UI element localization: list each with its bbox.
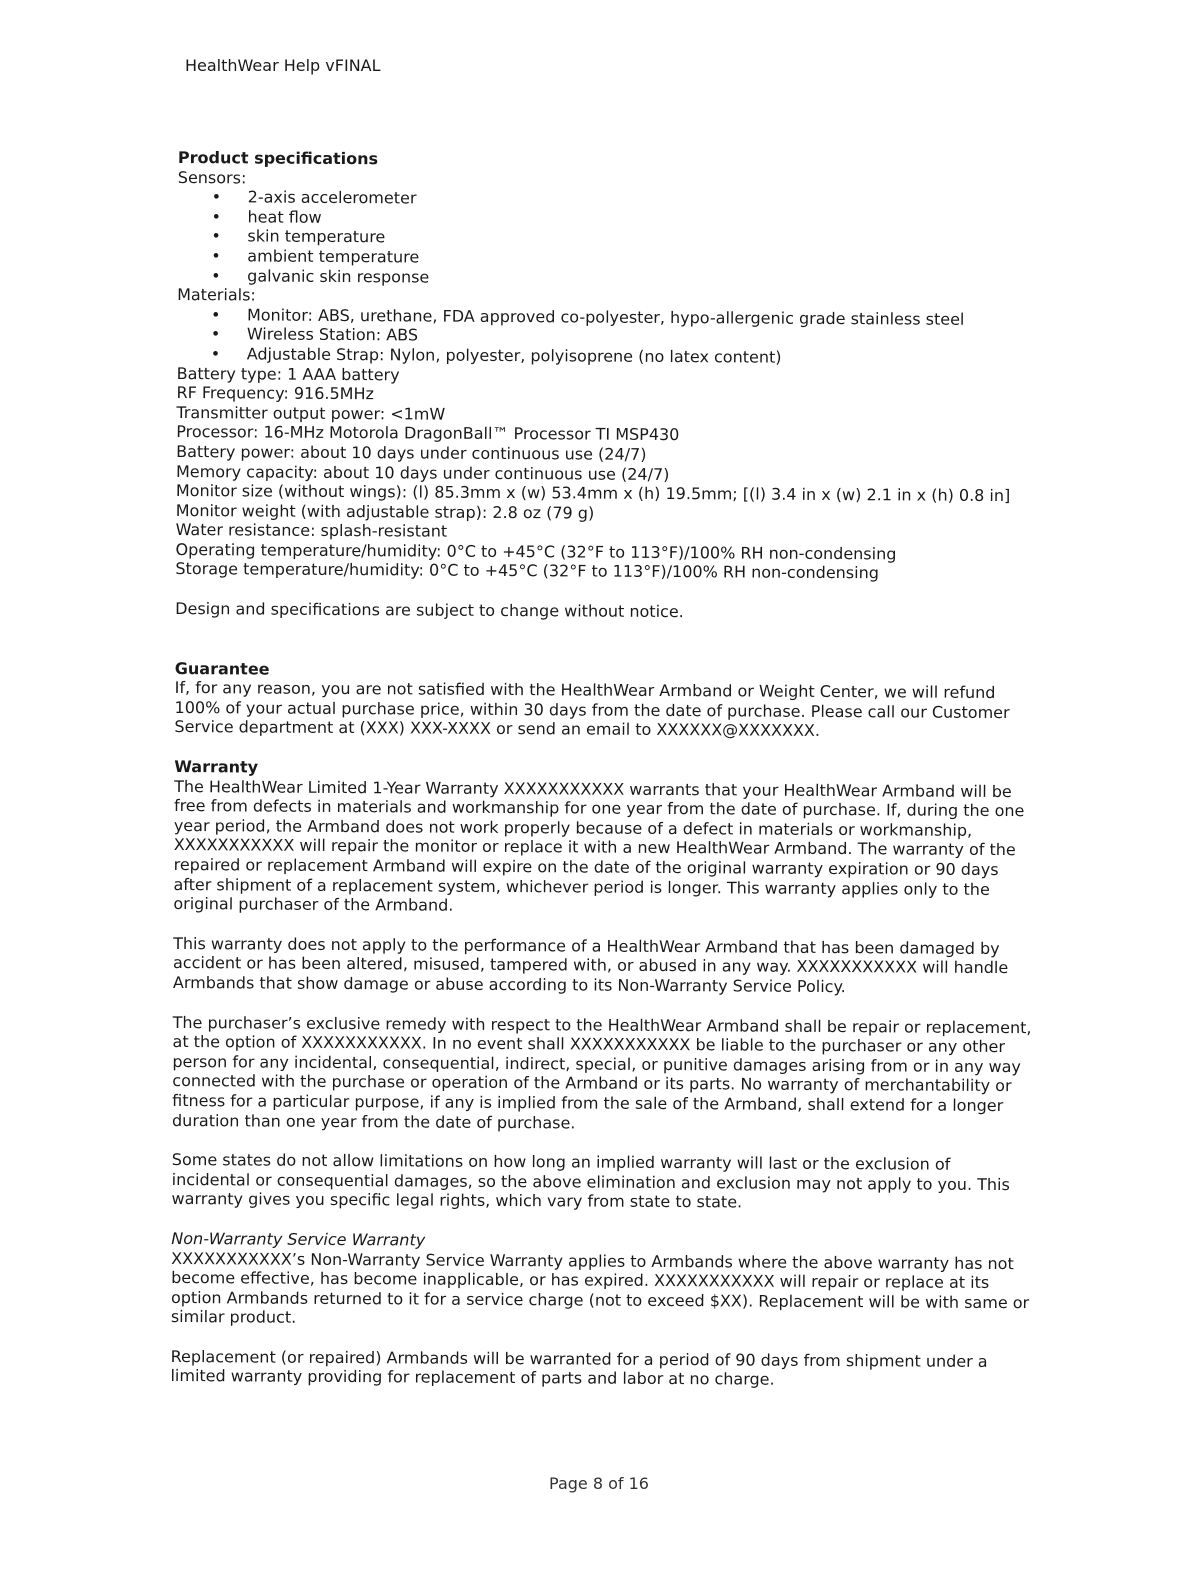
list-item: • ambient temperature	[211, 246, 1037, 271]
list-item: • heat flow	[212, 207, 1038, 232]
spec-monitor-weight: Monitor weight (with adjustable strap): 2.8 oz (79 g)	[175, 500, 595, 523]
spec-battery-power: Battery power: about 10 days under continuous use (24/7)	[176, 441, 647, 464]
list-item: • Wireless Station: ABS	[211, 325, 1037, 350]
spec-operating-temp: Operating temperature/humidity: 0°C to +45°C (32°F to 113°F)/100% RH non-condensing	[175, 539, 897, 564]
spec-transmitter-power: Transmitter output power: <1mW	[176, 402, 446, 424]
list-item: • Monitor: ABS, urethane, FDA approved co-polyester, hypo-allergenic grade stainless steel	[211, 305, 1037, 330]
materials-list	[177, 305, 1037, 369]
list-item: • skin temperature	[211, 227, 1037, 252]
list-item: • 2-axis accelerometer	[212, 187, 1038, 212]
spec-water-resistance: Water resistance: splash-resistant	[175, 520, 448, 541]
materials-label: Materials:	[177, 285, 256, 305]
spec-storage-temp: Storage temperature/humidity: 0°C to +45°C (32°F to 113°F)/100% RH non-condensing	[175, 559, 879, 583]
document-header: HealthWear Help vFINAL	[185, 56, 381, 75]
guarantee-heading: Guarantee	[174, 658, 270, 679]
specs-heading: Product specifications	[177, 148, 379, 169]
non-warranty-paragraph: Replacement (or repaired) Armbands will be warranted for a period of 90 days from shipment under a limited warranty providing for replacement of parts and labor at no charge.	[170, 1346, 988, 1390]
sensors-label: Sensors:	[177, 167, 247, 188]
guarantee-text: If, for any reason, you are not satisfied with the HealthWear Armband or Weight Center, we will refund 100% of your actual purchase price, within 30 days from the date of purchase. Please call our Customer Service department at (XXX) XXX-XXXX or send an email to XXXXXX@XXXXXXX.	[174, 678, 1010, 741]
warranty-paragraph: The purchaser’s exclusive remedy with respect to the HealthWear Armband shall be repair or replacement, at the option of XXXXXXXXXXX. In no event shall XXXXXXXXXXX be liable to the purchaser or any other person for any incidental, consequential, indirect, special, or punitive damages arising from or in any way connected with the purchase or operation of the Armband or its parts. No warranty of merchantability or fitness for a particular purpose, if any is implied from the sale of the Armband, shall extend for a longer duration than one year from the date of purchase.	[172, 1012, 1032, 1132]
spec-notice: Design and specifications are subject to change without notice.	[175, 599, 684, 622]
non-warranty-heading: Non-Warranty Service Warranty	[171, 1228, 426, 1250]
warranty-paragraph: This warranty does not apply to the performance of a HealthWear Armband that has been damaged by accident or has been altered, misused, tampered with, or abused in any way. XXXXXXXXXXX will handle Armbands that show damage or abuse according to its Non-Warranty Service Policy.	[172, 933, 1009, 997]
page-number: Page 8 of 16	[549, 1474, 649, 1493]
spec-rf-frequency: RF Frequency: 916.5MHz	[176, 383, 374, 404]
list-item: • galvanic skin response	[211, 266, 1037, 291]
warranty-heading: Warranty	[174, 757, 259, 777]
spec-memory-capacity: Memory capacity: about 10 days under continuous use (24/7)	[175, 461, 670, 484]
sensors-list	[177, 187, 1038, 290]
document-body	[170, 148, 1038, 1391]
spec-battery-type: Battery type: 1 AAA battery	[176, 363, 400, 384]
list-item: • Adjustable Strap: Nylon, polyester, polyisoprene (no latex content)	[211, 344, 1037, 369]
warranty-paragraph: The HealthWear Limited 1-Year Warranty XXXXXXXXXXX warrants that your HealthWear Armband will be free from defects in materials and workmanship for one year from the date of purchase. If, during the one year period, the Armband does not work properly because of a defect in materials or workmanship, XXXXXXXXXXX will repair the monitor or replace it with a new HealthWear Armband. The warranty of the repaired or replacement Armband will expire on the date of the original warranty expiration or 90 days after shipment of a replacement system, whichever period is longer. This warranty applies only to the original purchaser of the Armband.	[173, 776, 1025, 915]
non-warranty-paragraph: XXXXXXXXXXX’s Non-Warranty Service Warranty applies to Armbands where the above warranty has not become effective, has become inapplicable, or has expired. XXXXXXXXXXX will repair or replace at its option Armbands returned to it for a service charge (not to exceed $XX). Replacement will be with same or similar product.	[170, 1248, 1030, 1328]
spec-monitor-size: Monitor size (without wings): (l) 85.3mm x (w) 53.4mm x (h) 19.5mm; [(l) 3.4 in x (w) 2.1 in x (h) 0.8 in]	[175, 481, 1011, 506]
spec-processor: Processor: 16-MHz Motorola DragonBall™ Processor TI MSP430	[176, 422, 680, 445]
warranty-paragraph: Some states do not allow limitations on how long an implied warranty will last or the exclusion of incidental or consequential damages, so the above elimination and exclusion may not apply to you. This warranty gives you specific legal rights, which vary from state to state.	[171, 1150, 1010, 1212]
